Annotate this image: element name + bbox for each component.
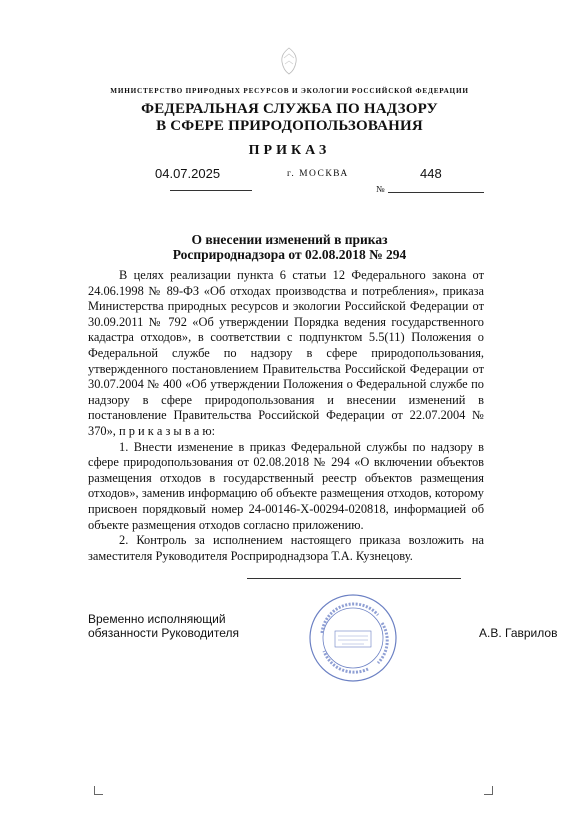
subject-line2: Росприроднадзора от 02.08.2018 № 294 <box>172 246 407 262</box>
date-underline <box>170 190 252 191</box>
corner-mark-left <box>94 786 103 795</box>
agency-name-line1: ФЕДЕРАЛЬНАЯ СЛУЖБА ПО НАДЗОРУ <box>141 101 438 117</box>
preamble-paragraph: В целях реализации пункта 6 статьи 12 Федерального закона от 24.06.1998 № 89-ФЗ «Об отходах производства и потребления», приказа Министерства природных ресурсов и экологии Российской Федерации от 30.09.2011 № 792 «Об утверждении Порядка ведения государственного кадастра отходов», в соответствии с подпунктом 5.5(11) Положения о Федеральной службе по надзору в сфере природопользования, утвержденного постановлением Правительства Российской Федерации от 30.07.2004 № 400 «Об утверждении Положения о Федеральной службе по надзору в сфере природопользования и внесении изменений в постановление Правительства Российской Федерации от 22.07.2004 № 370», п р и к а з ы в а ю: <box>88 268 484 438</box>
document-type: ПРИКАЗ <box>248 143 331 158</box>
signatory-title <box>88 612 239 640</box>
ministry-name: МИНИСТЕРСТВО ПРИРОДНЫХ РЕСУРСОВ И ЭКОЛОГИИ РОССИЙСКОЙ ФЕДЕРАЦИИ <box>110 87 469 95</box>
signatory-title-line1: Временно исполняющий <box>88 612 226 626</box>
agency-name-line2: В СФЕРЕ ПРИРОДОПОЛЬЗОВАНИЯ <box>156 118 423 134</box>
order-subject <box>0 233 579 262</box>
order-body <box>88 268 484 564</box>
clause-1-paragraph: 1. Внести изменение в приказ Федеральной службы по надзору в сфере природопользования от 02.08.2018 № 294 «О включении объектов размещения отходов в государственный реестр объектов размещения отходов», заменив информацию об объекте размещения отходов, которому присвоен порядковый номер 24-00146-Х-00294-020818, информацией об объекте размещения отходов согласно приложению. <box>88 439 484 532</box>
number-sign: № <box>376 184 385 194</box>
clause-2-paragraph: 2. Контроль за исполнением настоящего приказа возложить на заместителя Руководителя Росприроднадзора Т.А. Кузнецову. <box>88 533 484 563</box>
number-underline <box>388 192 484 193</box>
order-city: г. МОСКВА <box>287 169 349 179</box>
agency-name <box>0 101 579 135</box>
separator-line <box>247 578 461 579</box>
official-stamp-icon <box>308 593 398 683</box>
emblem-icon <box>272 44 306 78</box>
corner-mark-right <box>484 786 493 795</box>
subject-line1: О внесении изменений в приказ <box>191 232 388 247</box>
signatory-name: А.В. Гаврилов <box>479 626 558 640</box>
order-number: 448 <box>420 166 442 181</box>
signatory-title-line2: обязанности Руководителя <box>88 626 239 640</box>
order-date: 04.07.2025 <box>155 166 221 181</box>
